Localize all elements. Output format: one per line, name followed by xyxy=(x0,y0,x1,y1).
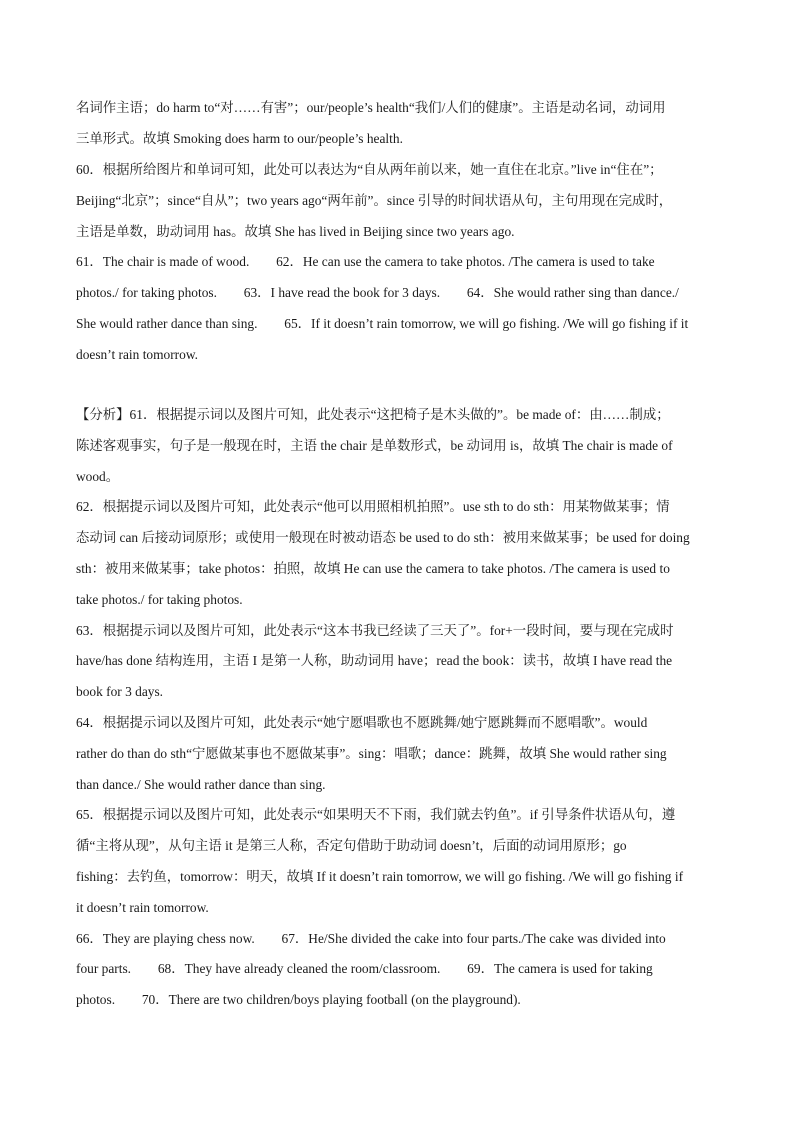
text-line: rather do than do sth“宁愿做某事也不愿做某事”。sing：唱歌；dance：跳舞，故填 She would rather sing xyxy=(76,746,667,761)
text-line: doesn’t rain tomorrow. xyxy=(76,347,198,362)
text-line: 三单形式。故填 Smoking does harm to our/people’s health. xyxy=(76,131,403,146)
text-line: 61．The chair is made of wood. 62．He can use the camera to take photos. /The camera is used to take xyxy=(76,254,655,269)
text-line: 循“主将从现”，从句主语 it 是第三人称，否定句借助于助动词 doesn’t，后面的动词用原形；go xyxy=(76,838,627,853)
text-line: than dance./ She would rather dance than sing. xyxy=(76,777,326,792)
text-line: 名词作主语；do harm to“对……有害”；our/people’s health“我们/人们的健康”。主语是动名词，动词用 xyxy=(76,100,666,115)
text-line: 63．根据提示词以及图片可知，此处表示“这本书我已经读了三天了”。for+一段时间，要与现在完成时 xyxy=(76,623,674,638)
text-line: 65．根据提示词以及图片可知，此处表示“如果明天不下雨，我们就去钓鱼”。if 引导条件状语从句，遵 xyxy=(76,807,676,822)
text-line: 66．They are playing chess now. 67．He/She divided the cake into four parts./The cake was divided into xyxy=(76,931,666,946)
text-line: it doesn’t rain tomorrow. xyxy=(76,900,209,915)
text-line: Beijing“北京”；since“自从”；two years ago“两年前”。since 引导的时间状语从句，主句用现在完成时， xyxy=(76,193,673,208)
text-line: four parts. 68．They have already cleaned the room/classroom. 69．The camera is used for taking xyxy=(76,961,653,976)
text-line: She would rather dance than sing. 65．If it doesn’t rain tomorrow, we will go fishing. /We will go fishing if it xyxy=(76,316,689,331)
text-line: fishing：去钓鱼，tomorrow：明天，故填 If it doesn’t rain tomorrow, we will go fishing. /We will go fishing if xyxy=(76,869,684,884)
text-line: 62．根据提示词以及图片可知，此处表示“他可以用照相机拍照”。use sth to do sth：用某物做某事；情 xyxy=(76,499,670,514)
text-line: photos. 70．There are two children/boys playing football (on the playground). xyxy=(76,992,521,1007)
text-line: 60．根据所给图片和单词可知，此处可以表达为“自从两年前以来，她一直住在北京。”live in“住在”； xyxy=(76,162,663,177)
text-line: sth：被用来做某事；take photos：拍照，故填 He can use the camera to take photos. /The camera is used to xyxy=(76,561,670,576)
text-line: book for 3 days. xyxy=(76,684,164,699)
text-line: 主语是单数，助动词用 has。故填 She has lived in Beijing since two years ago. xyxy=(76,224,515,239)
text-line: 态动词 can 后接动词原形；或使用一般现在时被动语态 be used to do sth：被用来做某事；be used for doing xyxy=(76,530,690,545)
text-line: have/has done 结构连用，主语 I 是第一人称，助动词用 have；read the book：读书，故填 I have read the xyxy=(76,653,673,668)
text-line: take photos./ for taking photos. xyxy=(76,592,243,607)
text-line: photos./ for taking photos. 63．I have read the book for 3 days. 64．She would rather sing than dance./ xyxy=(76,285,679,300)
text-line: 陈述客观事实，句子是一般现在时，主语 the chair 是单数形式，be 动词用 is，故填 The chair is made of xyxy=(76,438,673,453)
text-line: 64．根据提示词以及图片可知，此处表示“她宁愿唱歌也不愿跳舞/她宁愿跳舞而不愿唱歌”。would xyxy=(76,715,648,730)
text-line: wood。 xyxy=(76,469,120,484)
analysis-heading-line: 【分析】61．根据提示词以及图片可知，此处表示“这把椅子是木头做的”。be made of：由……制成； xyxy=(76,407,670,422)
